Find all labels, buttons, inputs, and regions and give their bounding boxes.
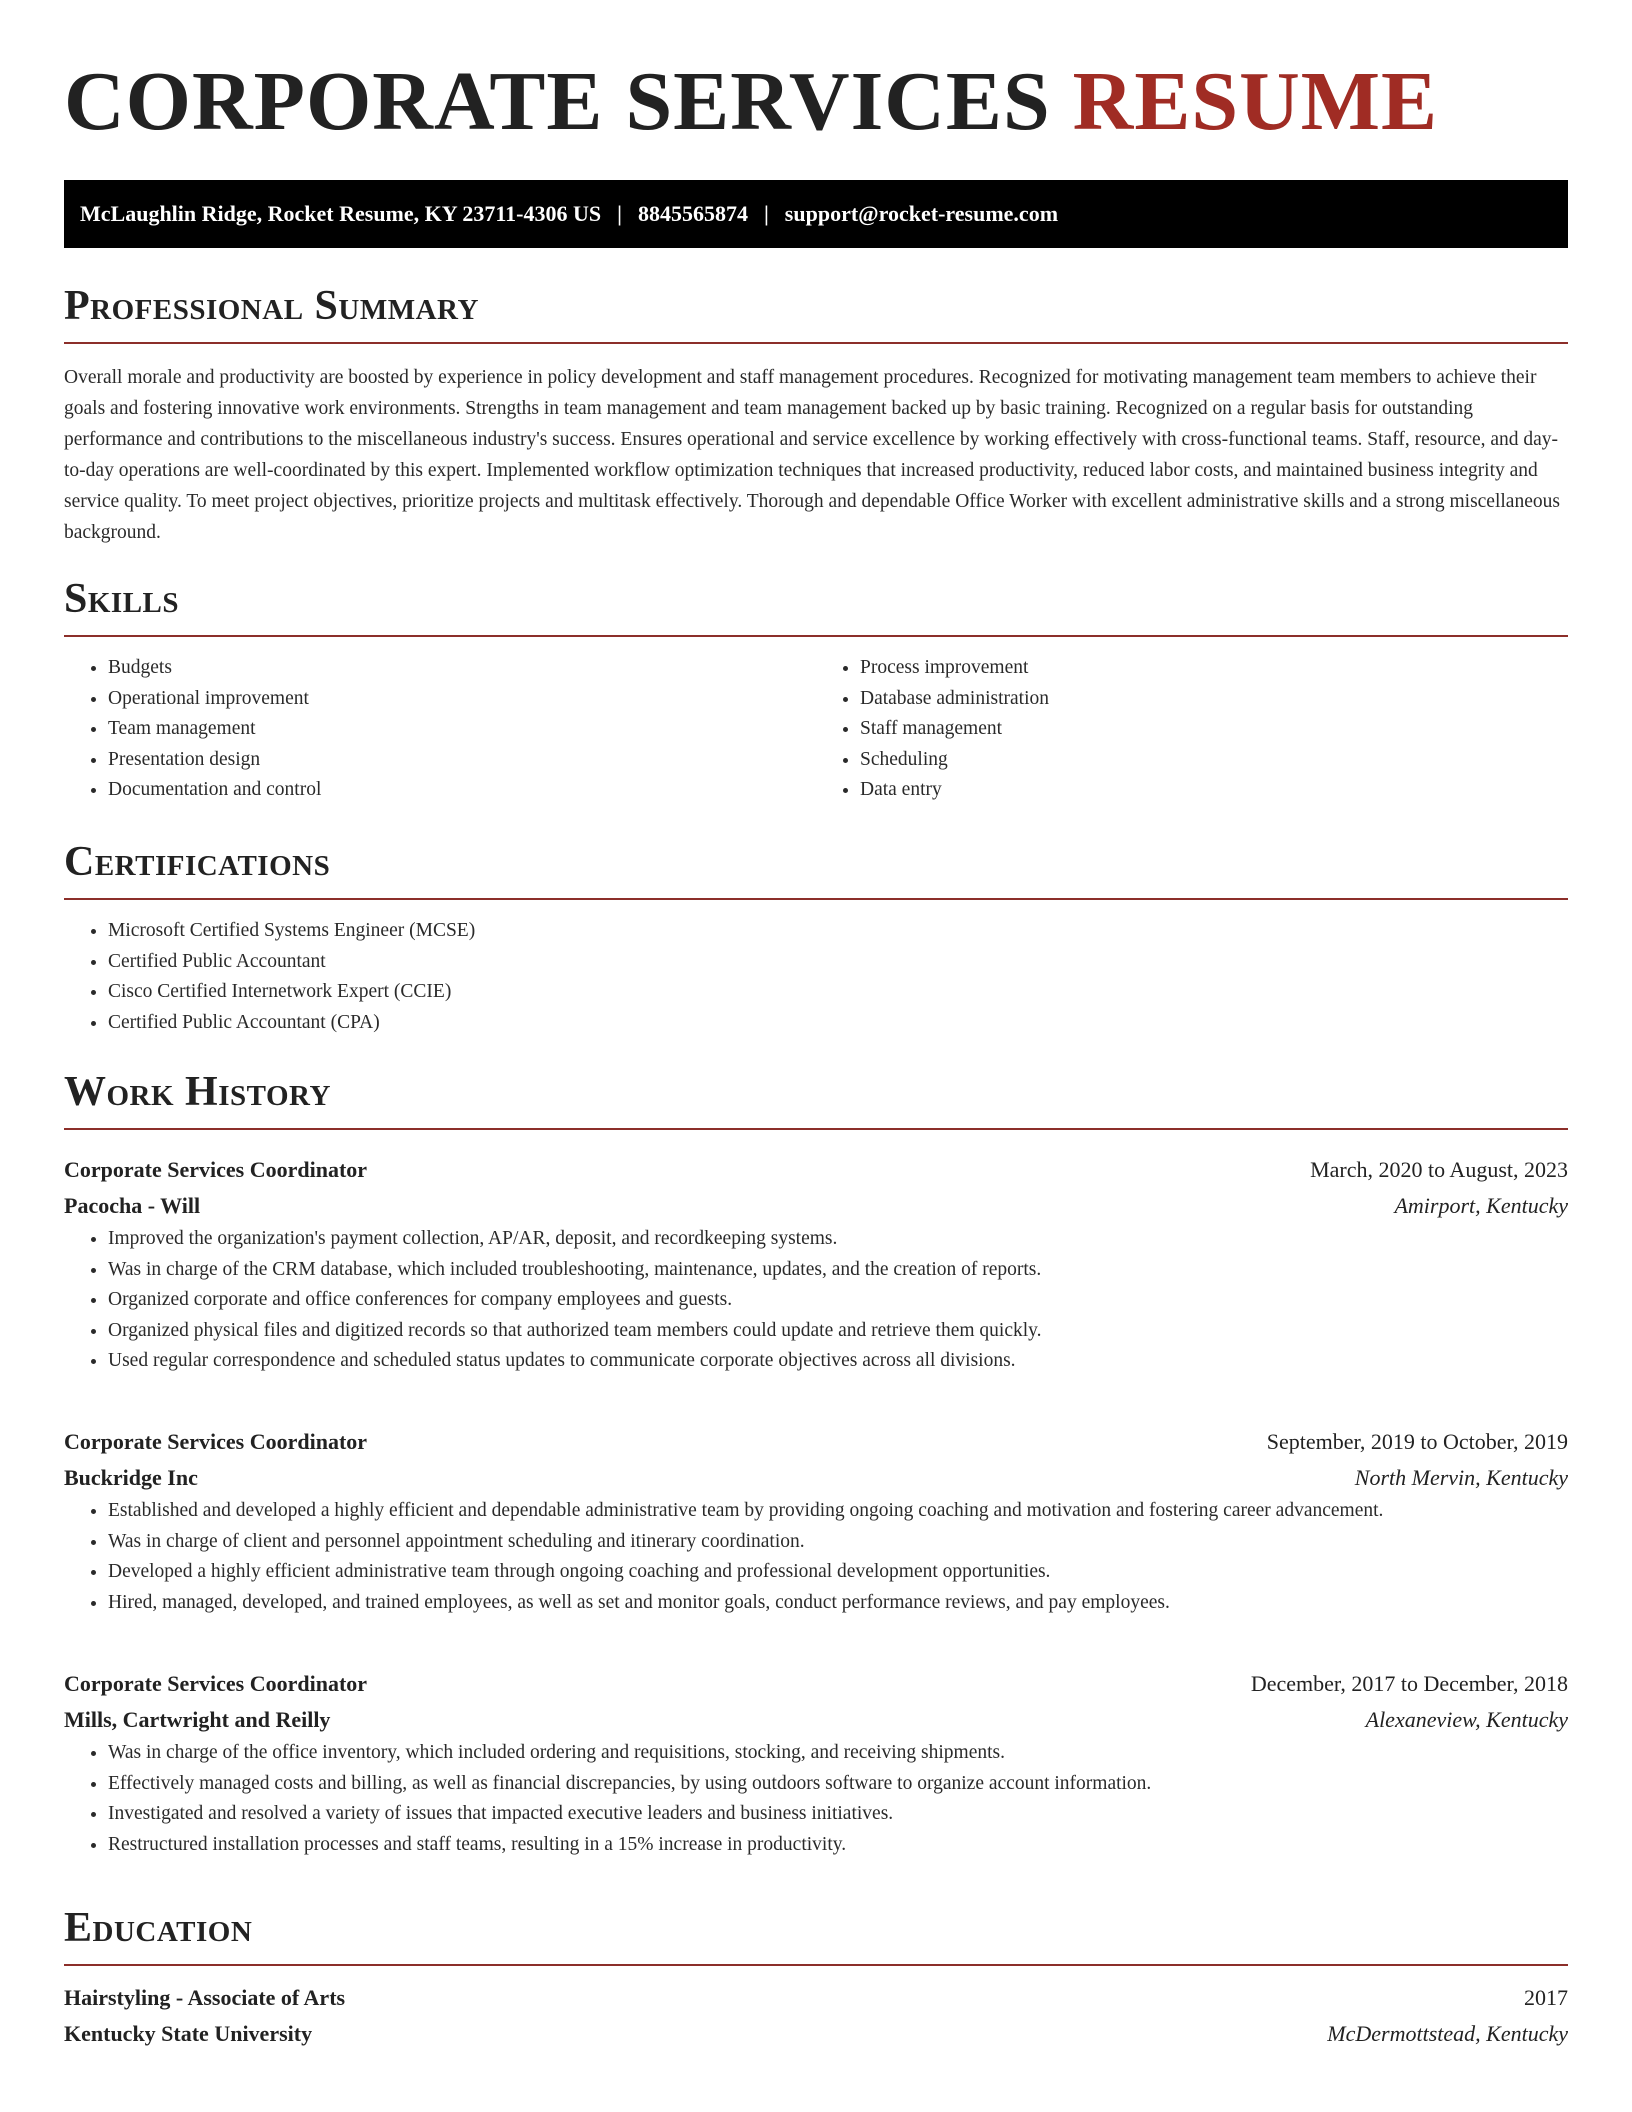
- job-title: Corporate Services Coordinator: [64, 1429, 368, 1454]
- contact-bar: [64, 180, 1568, 248]
- job-bullet-item: • Organized physical files and digitized records so that authorized team members could update and retrieve them quickly.: [108, 1316, 1568, 1347]
- skills-section: [64, 573, 1568, 806]
- job-dates: March, 2020 to August, 2023: [1310, 1157, 1568, 1182]
- job-dates: December, 2017 to December, 2018: [1250, 1671, 1568, 1696]
- job-bullet-item: • Used regular correspondence and scheduled status updates to communicate corporate objectives across all divisions.: [108, 1346, 1568, 1377]
- education-row-1: [64, 1980, 1568, 2016]
- job-header-row: [64, 1424, 1568, 1460]
- job-entry: [64, 1666, 1568, 1860]
- job-bullet-item: • Improved the organization's payment collection, AP/AR, deposit, and recordkeeping systems.: [108, 1224, 1568, 1255]
- education-degree: Hairstyling - Associate of Arts: [64, 1985, 346, 2010]
- job-location: North Mervin, Kentucky: [1354, 1465, 1568, 1490]
- skill-item: • Data entry: [860, 775, 1568, 806]
- education-row-2: [64, 2016, 1568, 2052]
- skills-list-right: [816, 653, 1568, 806]
- job-bullets: [64, 1738, 1568, 1860]
- skills-grid: [64, 653, 1568, 806]
- job-header-row: [64, 1152, 1568, 1188]
- education-heading: Education: [64, 1905, 253, 1951]
- resume-title: [64, 0, 1568, 148]
- job-bullet-item: • Investigated and resolved a variety of issues that impacted executive leaders and business initiatives.: [108, 1799, 1568, 1830]
- job-bullets: [64, 1496, 1568, 1618]
- section-divider: [64, 1128, 1568, 1130]
- certifications-heading: Certifications: [64, 839, 331, 885]
- job-entry: [64, 1424, 1568, 1618]
- section-divider: [64, 342, 1568, 344]
- contact-address: McLaughlin Ridge, Rocket Resume, KY 23711-4306 US: [80, 201, 602, 226]
- skills-list-left: [64, 653, 816, 806]
- education-location: McDermottstead, Kentucky: [1327, 2021, 1568, 2046]
- certification-item: • Certified Public Accountant: [108, 947, 1568, 978]
- job-bullet-item: • Was in charge of client and personnel appointment scheduling and itinerary coordination.: [108, 1527, 1568, 1558]
- job-bullets: [64, 1224, 1568, 1377]
- education-section: [64, 1902, 1568, 2052]
- job-company-row: [64, 1702, 1568, 1738]
- certifications-section: [64, 836, 1568, 1038]
- skill-item: • Presentation design: [108, 745, 816, 776]
- job-location: Amirport, Kentucky: [1394, 1193, 1568, 1218]
- job-bullet-item: • Restructured installation processes and staff teams, resulting in a 15% increase in productivity.: [108, 1830, 1568, 1861]
- skill-item: • Scheduling: [860, 745, 1568, 776]
- skills-heading: Skills: [64, 576, 180, 622]
- job-company: Mills, Cartwright and Reilly: [64, 1707, 331, 1732]
- certification-item: • Cisco Certified Internetwork Expert (CCIE): [108, 977, 1568, 1008]
- job-bullet-item: • Established and developed a highly efficient and dependable administrative team by providing ongoing coaching and motivation and fostering career advancement.: [108, 1496, 1568, 1527]
- skill-item: • Documentation and control: [108, 775, 816, 806]
- work-history-section: [64, 1066, 1568, 1130]
- certification-item: • Microsoft Certified Systems Engineer (MCSE): [108, 916, 1568, 947]
- contact-separator: |: [763, 201, 769, 226]
- job-bullet-item: • Organized corporate and office conferences for company employees and guests.: [108, 1285, 1568, 1316]
- title-accent: RESUME: [1072, 55, 1439, 148]
- summary-text: Overall morale and productivity are boosted by experience in policy development and staff management procedures. Recognized for motivating management team members to achieve their goals and fostering innovative work environments. Strengths in team management and team management backed up by basic training. Recognized on a regular basis for outstanding performance and contributions to the miscellaneous industry's success. Ensures operational and service excellence by working effectively with cross-functional teams. Staff, resource, and day-to-day operations are well-coordinated by this expert. Implemented workflow optimization techniques that increased productivity, reduced labor costs, and maintained business integrity and service quality. To meet project objectives, prioritize projects and multitask effectively. Thorough and dependable Office Worker with excellent administrative skills and a strong miscellaneous background.: [64, 367, 1560, 543]
- contact-phone: 8845565874: [637, 201, 748, 226]
- skill-item: • Budgets: [108, 653, 816, 684]
- education-year: 2017: [1524, 1985, 1568, 2010]
- job-title: Corporate Services Coordinator: [64, 1157, 368, 1182]
- work-history-heading: Work History: [64, 1069, 331, 1115]
- job-entry: [64, 1152, 1568, 1377]
- skill-item: • Team management: [108, 714, 816, 745]
- job-company-row: [64, 1460, 1568, 1496]
- job-bullet-item: • Was in charge of the office inventory, which included ordering and requisitions, stocking, and receiving shipments.: [108, 1738, 1568, 1769]
- job-header-row: [64, 1666, 1568, 1702]
- section-divider: [64, 1964, 1568, 1966]
- skill-item: • Process improvement: [860, 653, 1568, 684]
- certifications-list: [64, 916, 1568, 1038]
- job-company-row: [64, 1188, 1568, 1224]
- summary-heading: Professional Summary: [64, 283, 479, 329]
- section-divider: [64, 635, 1568, 637]
- job-bullet-item: • Developed a highly efficient administrative team through ongoing coaching and professional development opportunities.: [108, 1557, 1568, 1588]
- job-title: Corporate Services Coordinator: [64, 1671, 368, 1696]
- job-bullet-item: • Hired, managed, developed, and trained employees, as well as set and monitor goals, conduct performance reviews, and pay employees.: [108, 1588, 1568, 1619]
- summary-section: [64, 280, 1568, 548]
- title-main: CORPORATE SERVICES: [64, 55, 1051, 148]
- job-location: Alexaneview, Kentucky: [1365, 1707, 1568, 1732]
- job-bullet-item: • Effectively managed costs and billing, as well as financial discrepancies, by using outdoors software to organize account information.: [108, 1769, 1568, 1800]
- job-company: Pacocha - Will: [64, 1193, 201, 1218]
- contact-separator: |: [617, 201, 622, 226]
- certification-item: • Certified Public Accountant (CPA): [108, 1008, 1568, 1039]
- skill-item: • Database administration: [860, 684, 1568, 715]
- skill-item: • Staff management: [860, 714, 1568, 745]
- education-school: Kentucky State University: [64, 2021, 313, 2046]
- section-divider: [64, 898, 1568, 900]
- job-company: Buckridge Inc: [64, 1465, 198, 1490]
- contact-email: support@rocket-resume.com: [784, 201, 1059, 226]
- job-bullet-item: • Was in charge of the CRM database, which included troubleshooting, maintenance, updates, and the creation of reports.: [108, 1255, 1568, 1286]
- skill-item: • Operational improvement: [108, 684, 816, 715]
- job-dates: September, 2019 to October, 2019: [1266, 1429, 1568, 1454]
